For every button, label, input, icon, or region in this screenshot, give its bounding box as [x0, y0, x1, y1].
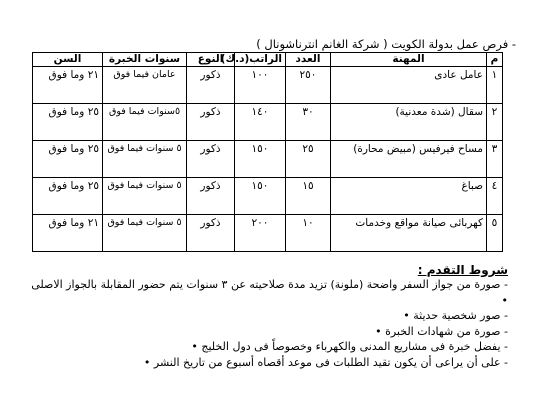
list-item: - صورة من جواز السفر واضحة (ملونة) تزيد مدة صلاحيته عن ٣ سنوات يتم حضور المقابلة بالجواز الاصلى •: [31, 278, 508, 307]
page-heading: - فرص عمل بدولة الكويت ( شركة الغانم انترناشونال ): [256, 37, 516, 51]
row-experience: ٥ سنوات فيما فوق: [103, 215, 187, 252]
row-title: سقال (شدة معدنية): [331, 104, 487, 141]
row-gender: ذكور: [187, 67, 235, 104]
row-gender: ذكور: [187, 104, 235, 141]
table-row: [33, 215, 503, 252]
header-gender: النوع: [187, 53, 235, 67]
conditions-title: شروط التقدم :: [417, 263, 508, 277]
header-count: العدد: [286, 53, 331, 67]
table-header-row: [33, 53, 503, 67]
table-row: [33, 178, 503, 215]
row-salary: ٢٠٠: [235, 215, 286, 252]
row-num: ٥: [487, 215, 503, 252]
header-title: المهنة: [331, 53, 487, 67]
conditions-list: [28, 277, 508, 370]
row-count: ٢٥٠: [286, 67, 331, 104]
row-count: ٣٠: [286, 104, 331, 141]
row-num: ٢: [487, 104, 503, 141]
row-title: مساح فيرفيس (مبيض محارة): [331, 141, 487, 178]
row-count: ٢٥: [286, 141, 331, 178]
header-num: م: [487, 53, 503, 67]
row-experience: ٥ سنوات فيما فوق: [103, 141, 187, 178]
table-row: [33, 104, 503, 141]
row-age: ٢٥ وما فوق: [33, 141, 103, 178]
row-experience: ٥ سنوات فيما فوق: [103, 178, 187, 215]
row-experience: ٥سنوات فيما فوق: [103, 104, 187, 141]
row-age: ٢٥ وما فوق: [33, 104, 103, 141]
row-count: ١٥: [286, 178, 331, 215]
list-item: - صورة من شهادات الخبرة •: [375, 324, 508, 338]
row-experience: عامان فيما فوق: [103, 67, 187, 104]
row-salary: ١٤٠: [235, 104, 286, 141]
row-title: صباغ: [331, 178, 487, 215]
jobs-table: [32, 52, 503, 252]
header-age: السن: [33, 53, 103, 67]
row-title: كهربائى صيانة مواقع وخدمات: [331, 215, 487, 252]
row-gender: ذكور: [187, 215, 235, 252]
row-salary: ١٥٠: [235, 141, 286, 178]
row-num: ١: [487, 67, 503, 104]
row-num: ٤: [487, 178, 503, 215]
list-item: - يفضل خبرة فى مشاريع المدنى والكهرباء وخصوصاً فى دول الخليج •: [191, 340, 508, 353]
row-num: ٣: [487, 141, 503, 178]
row-gender: ذكور: [187, 141, 235, 178]
header-experience: سنوات الخبرة: [103, 53, 187, 67]
list-item: - على أن يراعى أن يكون تقيد الطلبات فى موعد أقصاه أسبوع من تاريخ النشر •: [143, 355, 508, 369]
header-salary: الراتب(د.ك): [235, 53, 286, 67]
row-salary: ١٥٠: [235, 178, 286, 215]
row-title: عامل عادى: [331, 67, 487, 104]
table-row: [33, 67, 503, 104]
row-salary: ١٠٠: [235, 67, 286, 104]
row-age: ٢١ وما فوق: [33, 215, 103, 252]
list-item: - صور شخصية حديثة •: [403, 309, 508, 322]
table-row: [33, 141, 503, 178]
row-count: ١٠: [286, 215, 331, 252]
row-age: ٢١ وما فوق: [33, 67, 103, 104]
row-age: ٢٥ وما فوق: [33, 178, 103, 215]
row-gender: ذكور: [187, 178, 235, 215]
